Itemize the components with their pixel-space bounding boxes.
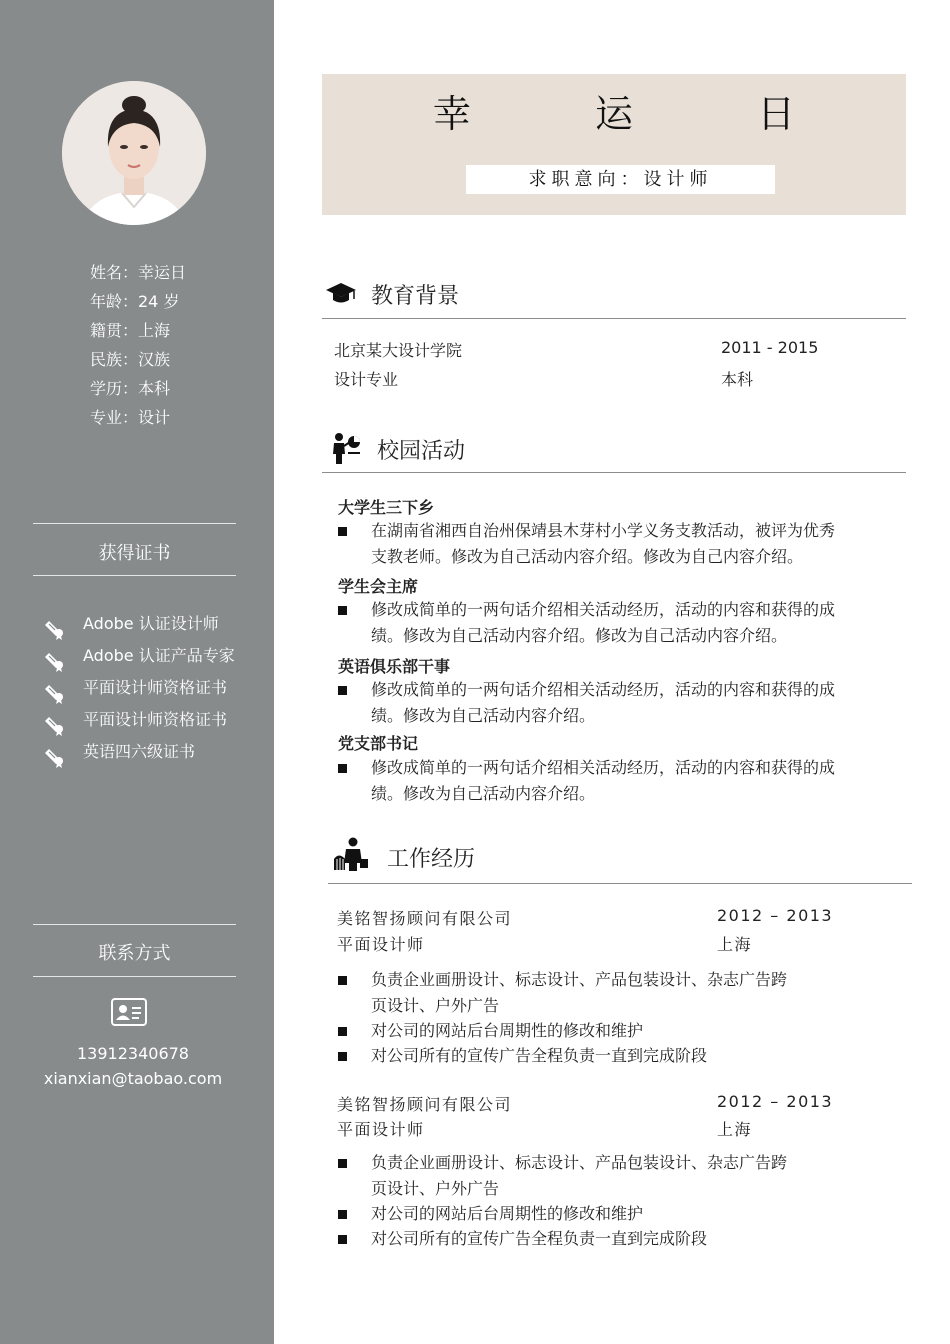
job-duty: 对公司的网站后台周期性的修改和维护 (371, 1204, 644, 1223)
job-duty: 对公司所有的宣传广告全程负责一直到完成阶段 (371, 1229, 708, 1248)
certificate-label: Adobe 认证产品专家 (83, 645, 235, 665)
contact-heading: 联系方式 (98, 943, 171, 964)
activity-description: 修改成简单的一两句话介绍相关活动经历，活动的内容和获得的成绩。修改为自己活动内容介绍。修改为自己活动内容介绍。 (371, 600, 836, 645)
header-box (322, 74, 906, 215)
bullet-marker (338, 1052, 347, 1061)
bullet-marker (338, 527, 347, 536)
education-school: 北京某大设计学院 (334, 341, 463, 360)
job-duty: 对公司所有的宣传广告全程负责一直到完成阶段 (371, 1046, 708, 1065)
job-location: 上海 (717, 1120, 753, 1139)
job-company: 美铭智扬顾问有限公司 (337, 1095, 513, 1114)
job-period: 2012 – 2013 (717, 906, 834, 925)
certificates-heading: 获得证书 (98, 543, 171, 564)
divider (33, 575, 236, 576)
diploma-icon (42, 648, 66, 672)
bullet-marker (338, 1210, 347, 1219)
certificate-item (42, 638, 235, 670)
graduation-cap-icon (325, 282, 357, 304)
certificate-label: 英语四六级证书 (83, 741, 196, 761)
education-section-title: 教育背景 (371, 284, 460, 309)
education-degree: 本科 (721, 370, 754, 389)
activity-title: 英语俱乐部干事 (338, 657, 451, 676)
divider (33, 924, 236, 925)
certificate-item (42, 734, 235, 766)
certificate-label: Adobe 认证设计师 (83, 613, 219, 633)
activity-title: 大学生三下乡 (338, 498, 435, 517)
bullet-marker (338, 686, 347, 695)
diploma-icon (42, 616, 66, 640)
info-hometown: 籍贯：上海 (90, 321, 171, 340)
info-education: 学历：本科 (90, 379, 171, 398)
activity-title: 党支部书记 (338, 734, 419, 753)
activity-description: 修改成简单的一两句话介绍相关活动经历，活动的内容和获得的成绩。修改为自己活动内容介绍。 (371, 758, 836, 803)
presenter-icon (332, 432, 362, 464)
info-name: 姓名：幸运日 (90, 263, 187, 282)
job-position: 平面设计师 (337, 935, 425, 954)
education-period: 2011 - 2015 (721, 338, 819, 357)
info-major: 专业：设计 (90, 408, 171, 427)
certificate-item (42, 670, 235, 702)
bullet-marker (338, 1159, 347, 1168)
job-location: 上海 (717, 935, 753, 954)
section-divider (328, 883, 912, 884)
portrait-photo (62, 81, 206, 225)
diploma-icon (42, 680, 66, 704)
bullet-marker (338, 1027, 347, 1036)
candidate-name: 幸 运 日 (432, 92, 852, 136)
divider (33, 523, 236, 524)
certificate-item (42, 606, 235, 638)
divider (33, 976, 236, 977)
bullet-marker (338, 606, 347, 615)
section-divider (322, 318, 906, 319)
certificate-label: 平面设计师资格证书 (83, 709, 228, 729)
bullet-marker (338, 976, 347, 985)
diploma-icon (42, 712, 66, 736)
certificate-label: 平面设计师资格证书 (83, 677, 228, 697)
diploma-icon (42, 744, 66, 768)
work-section-title: 工作经历 (387, 847, 476, 872)
certificates-list (42, 606, 235, 766)
bullet-marker (338, 1235, 347, 1244)
job-duty: 负责企业画册设计、标志设计、产品包装设计、杂志广告跨页设计、户外广告 (371, 970, 788, 1015)
contact-phone: 13912340678 (77, 1044, 189, 1063)
certificate-item (42, 702, 235, 734)
job-duty: 对公司的网站后台周期性的修改和维护 (371, 1021, 644, 1040)
info-age: 年龄：24 岁 (90, 292, 180, 311)
activity-description: 在湖南省湘西自治州保靖县木芽村小学义务支教活动，被评为优秀支教老师。修改为自己活动内容介绍。修改为自己内容介绍。 (371, 521, 836, 566)
worker-icon (333, 837, 369, 871)
job-duty: 负责企业画册设计、标志设计、产品包装设计、杂志广告跨页设计、户外广告 (371, 1153, 788, 1198)
sidebar (0, 0, 274, 1344)
education-major: 设计专业 (334, 370, 399, 389)
section-divider (322, 472, 906, 473)
bullet-marker (338, 764, 347, 773)
job-position: 平面设计师 (337, 1120, 425, 1139)
contact-card-icon (111, 998, 147, 1026)
activity-title: 学生会主席 (338, 577, 419, 596)
activities-section-title: 校园活动 (377, 439, 466, 464)
job-intention: 求职意向：设计师 (466, 165, 775, 194)
info-ethnicity: 民族：汉族 (90, 350, 171, 369)
avatar (62, 81, 206, 225)
personal-info-list (90, 258, 186, 432)
job-period: 2012 – 2013 (717, 1092, 834, 1111)
contact-email: xianxian@taobao.com (43, 1069, 223, 1088)
job-company: 美铭智扬顾问有限公司 (337, 909, 513, 928)
activity-description: 修改成简单的一两句话介绍相关活动经历，活动的内容和获得的成绩。修改为自己活动内容介绍。 (371, 680, 836, 725)
